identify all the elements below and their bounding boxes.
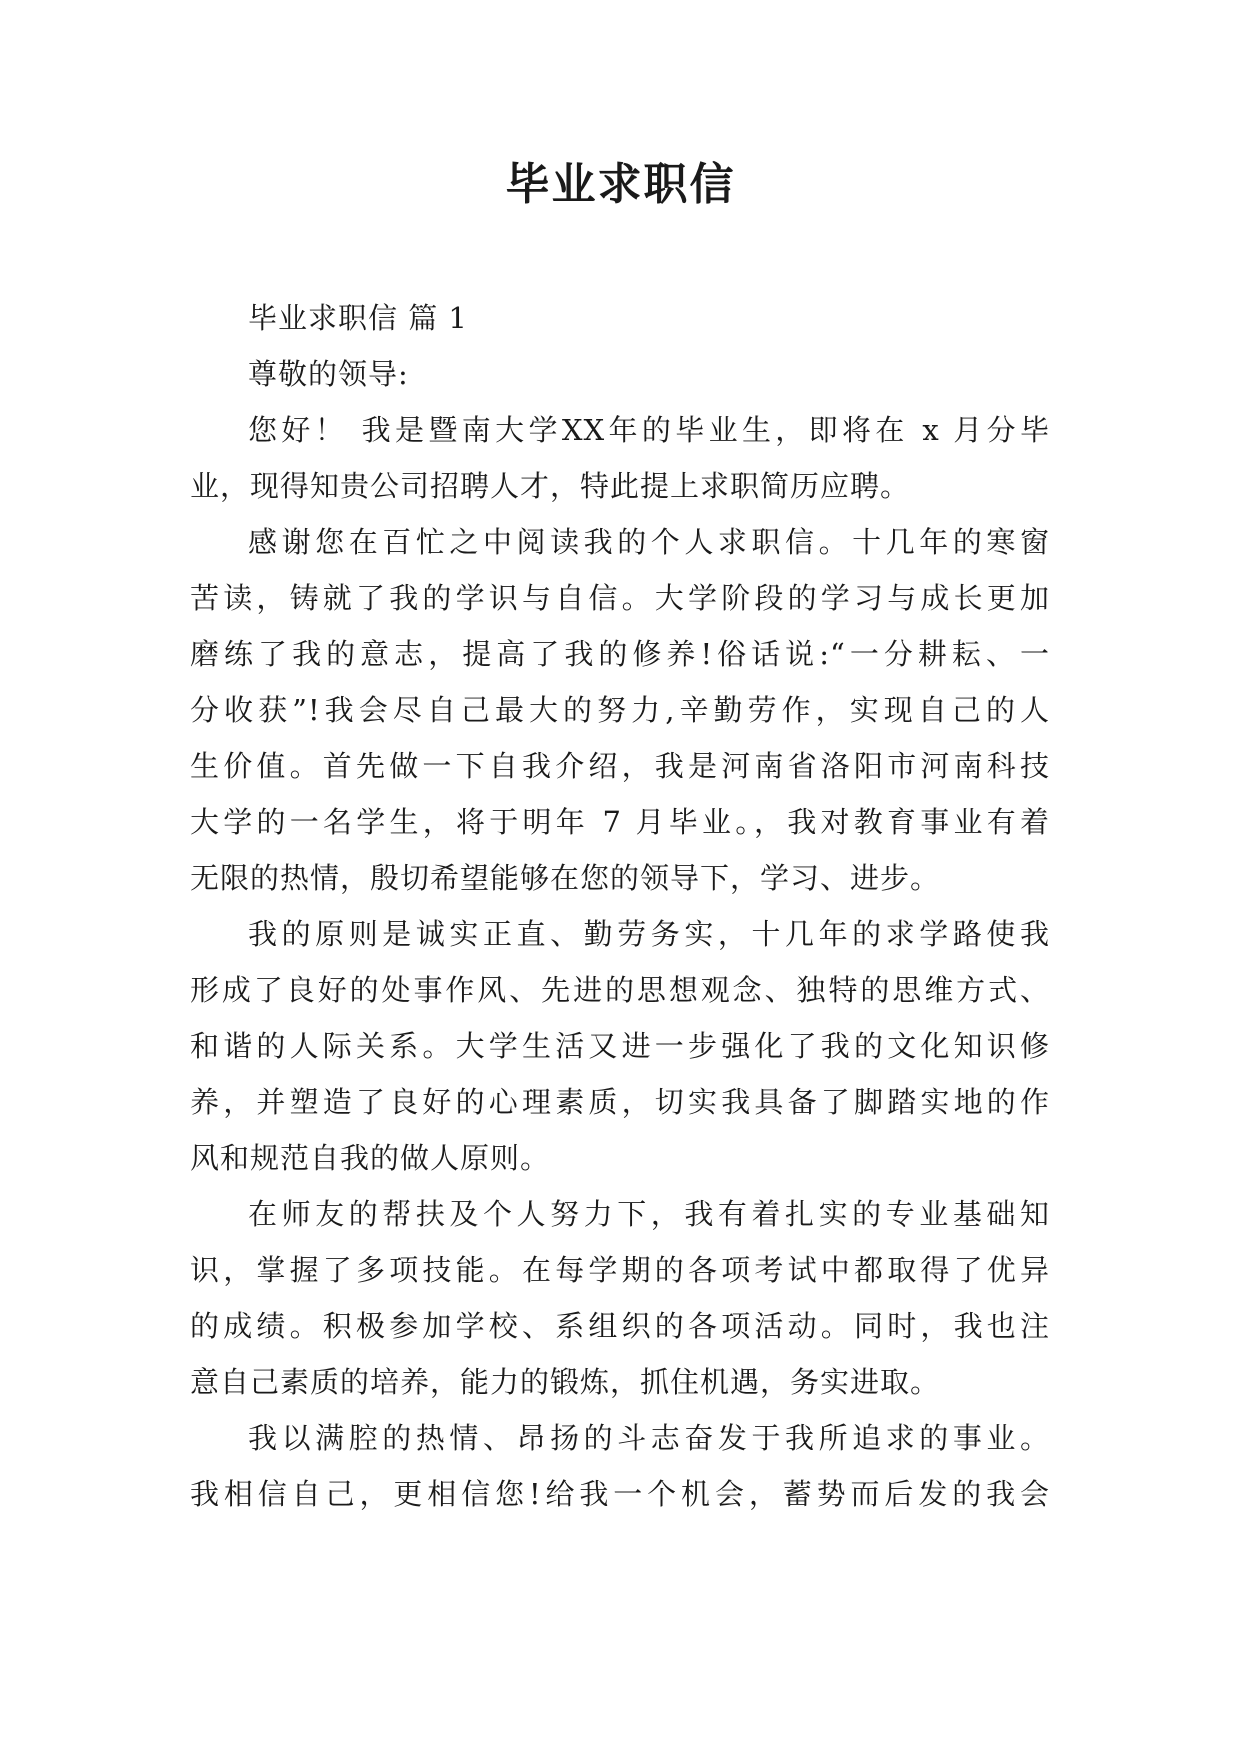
paragraph-line: 我的原则是诚实正直、勤劳务实，十几年的求学路使我 — [248, 917, 1050, 951]
paragraph-line: 磨练了我的意志，提高了我的修养!俗话说:“一分耕耘、一 — [190, 637, 1050, 671]
paragraph-line: 识，掌握了多项技能。在每学期的各项考试中都取得了优异 — [190, 1253, 1050, 1287]
paragraph-line: 在师友的帮扶及个人努力下，我有着扎实的专业基础知 — [248, 1197, 1050, 1231]
paragraph-line: 苦读，铸就了我的学识与自信。大学阶段的学习与成长更加 — [190, 581, 1050, 615]
paragraph-2 — [190, 514, 1050, 906]
paragraph-line: 无限的热情，殷切希望能够在您的领导下，学习、进步。 — [190, 861, 941, 895]
section-heading-text: 毕业求职信 篇 1 — [248, 301, 468, 335]
salutation-text: 尊敬的领导: — [248, 357, 409, 391]
paragraph-line: 大学的一名学生，将于明年 7 月毕业。，我对教育事业有着 — [190, 805, 1050, 839]
paragraph-line: 的成绩。积极参加学校、系组织的各项活动。同时，我也注 — [190, 1309, 1050, 1343]
letter-body — [190, 290, 1050, 1522]
salutation — [190, 346, 1050, 402]
paragraph-line: 和谐的人际关系。大学生活又进一步强化了我的文化知识修 — [190, 1029, 1050, 1063]
paragraph-line: 分收获”!我会尽自己最大的努力,辛勤劳作，实现自己的人 — [190, 693, 1050, 727]
paragraph-line: 业，现得知贵公司招聘人才，特此提上求职简历应聘。 — [190, 469, 911, 503]
paragraph-line: 养，并塑造了良好的心理素质，切实我具备了脚踏实地的作 — [190, 1085, 1050, 1119]
paragraph-line: 形成了良好的处事作风、先进的思想观念、独特的思维方式、 — [190, 973, 1050, 1007]
paragraph-5 — [190, 1410, 1050, 1522]
paragraph-line: 我相信自己，更相信您!给我一个机会，蓄势而后发的我会 — [190, 1477, 1050, 1511]
paragraph-line: 风和规范自我的做人原则。 — [190, 1141, 551, 1175]
paragraph-line: 意自己素质的培养，能力的锻炼，抓住机遇，务实进取。 — [190, 1365, 941, 1399]
paragraph-line: 您好！ 我是暨南大学XX年的毕业生，即将在 x 月分毕 — [248, 413, 1050, 447]
paragraph-3 — [190, 906, 1050, 1186]
paragraph-line: 我以满腔的热情、昂扬的斗志奋发于我所追求的事业。 — [248, 1421, 1050, 1455]
paragraph-line: 感谢您在百忙之中阅读我的个人求职信。十几年的寒窗 — [248, 525, 1050, 559]
paragraph-4 — [190, 1186, 1050, 1410]
document-title: 毕业求职信 — [505, 159, 736, 210]
section-heading — [190, 290, 1050, 346]
paragraph-1 — [190, 402, 1050, 514]
paragraph-line: 生价值。首先做一下自我介绍，我是河南省洛阳市河南科技 — [190, 749, 1050, 783]
